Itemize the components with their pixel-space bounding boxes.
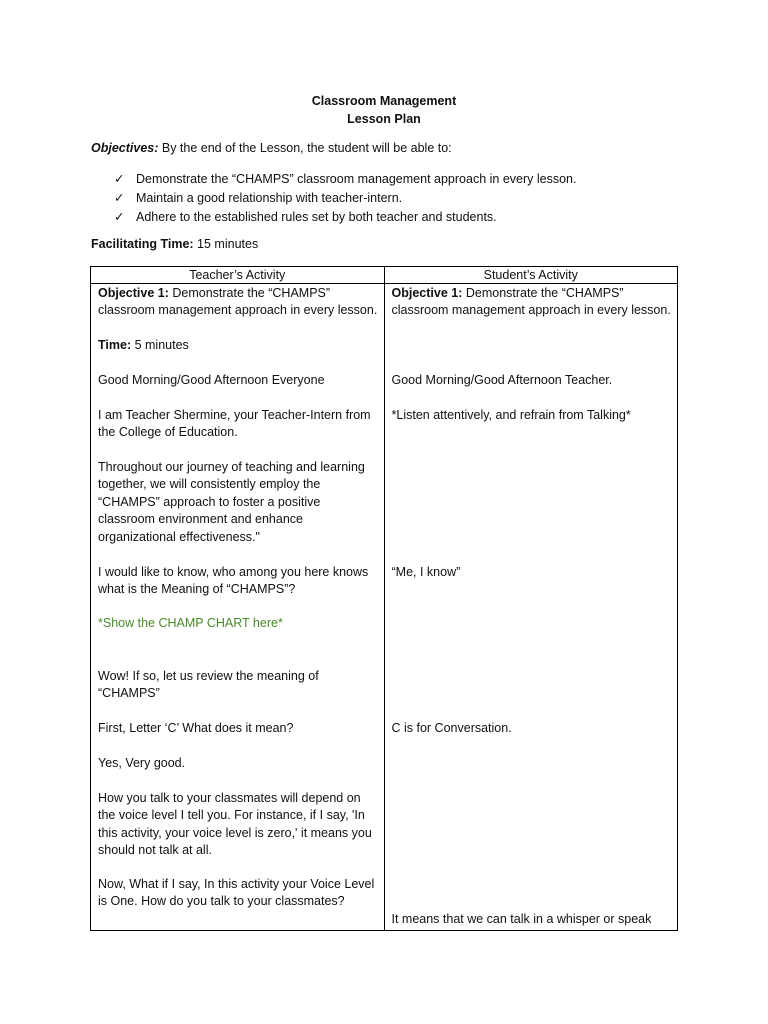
student-me: “Me, I know” [391, 565, 461, 579]
student-listen: *Listen attentively, and refrain from Talking* [391, 408, 631, 422]
facilitating-time-value: 15 minutes [193, 237, 259, 251]
checkmark-icon: ✓ [114, 172, 125, 186]
teacher-voice-level: How you talk to your classmates will depend on the voice level I tell you. For instance, if I say, 'In this activity, your voice level is zero,' it means you should not talk at all. [98, 791, 372, 858]
show-chart-note: *Show the CHAMP CHART here* [98, 616, 283, 630]
objectives-list [114, 170, 576, 227]
teacher-time-label: Time: [98, 338, 132, 352]
teacher-activity-header: Teacher’s Activity [91, 267, 385, 284]
teacher-greeting: Good Morning/Good Afternoon Everyone [98, 373, 325, 387]
objective-item [114, 170, 576, 189]
teacher-objective-text: Demonstrate the “CHAMPS” classroom management approach in every lesson. [98, 286, 378, 318]
lesson-plan-table [90, 266, 678, 931]
student-activity-header: Student’s Activity [384, 267, 678, 284]
facilitating-time-label: Facilitating Time: [91, 237, 194, 251]
student-whisper: It means that we can talk in a whisper or speak [391, 912, 652, 926]
teacher-question: I would like to know, who among you here knows what is the Meaning of “CHAMPS”? [98, 565, 369, 597]
teacher-intro: I am Teacher Shermine, your Teacher-Intern from the College of Education. [98, 408, 371, 440]
facilitating-time [91, 237, 258, 251]
objective-item [114, 208, 576, 227]
teacher-letter-c: First, Letter ‘C’ What does it mean? [98, 721, 294, 735]
student-activity-cell [384, 284, 678, 931]
objective-text: Adhere to the established rules set by both teacher and students. [136, 210, 497, 224]
student-objective [392, 285, 673, 320]
teacher-review: Wow! If so, let us review the meaning of “CHAMPS” [98, 669, 319, 701]
teacher-very-good: Yes, Very good. [98, 756, 186, 770]
document-title: Classroom Management [311, 94, 457, 108]
objective-item [114, 189, 576, 208]
teacher-time-value: 5 minutes [131, 338, 189, 352]
teacher-objective-label: Objective 1: [98, 286, 169, 300]
checkmark-icon: ✓ [114, 191, 125, 205]
objectives-intro [91, 141, 452, 155]
objectives-label: Objectives: [91, 141, 159, 155]
objective-text: Maintain a good relationship with teacher-intern. [136, 191, 403, 205]
student-objective-text: Demonstrate the “CHAMPS” classroom management approach in every lesson. [391, 286, 671, 318]
teacher-objective [98, 285, 379, 320]
objectives-intro-text: By the end of the Lesson, the student will be able to: [158, 141, 452, 155]
student-c-answer: C is for Conversation. [391, 721, 512, 735]
teacher-journey: Throughout our journey of teaching and learning together, we will consistently employ the “CHAMPS” approach to foster a positive classroom environment and enhance organizational effectiveness." [98, 460, 365, 544]
teacher-level-one: Now, What if I say, In this activity your Voice Level is One. How do you talk to your classmates? [98, 877, 375, 909]
teacher-time [98, 337, 379, 354]
student-greeting: Good Morning/Good Afternoon Teacher. [391, 373, 613, 387]
checkmark-icon: ✓ [114, 210, 125, 224]
document-subtitle: Lesson Plan [347, 112, 421, 126]
student-objective-label: Objective 1: [391, 286, 463, 300]
teacher-activity-cell [91, 284, 385, 931]
objective-text: Demonstrate the “CHAMPS” classroom management approach in every lesson. [136, 172, 577, 186]
